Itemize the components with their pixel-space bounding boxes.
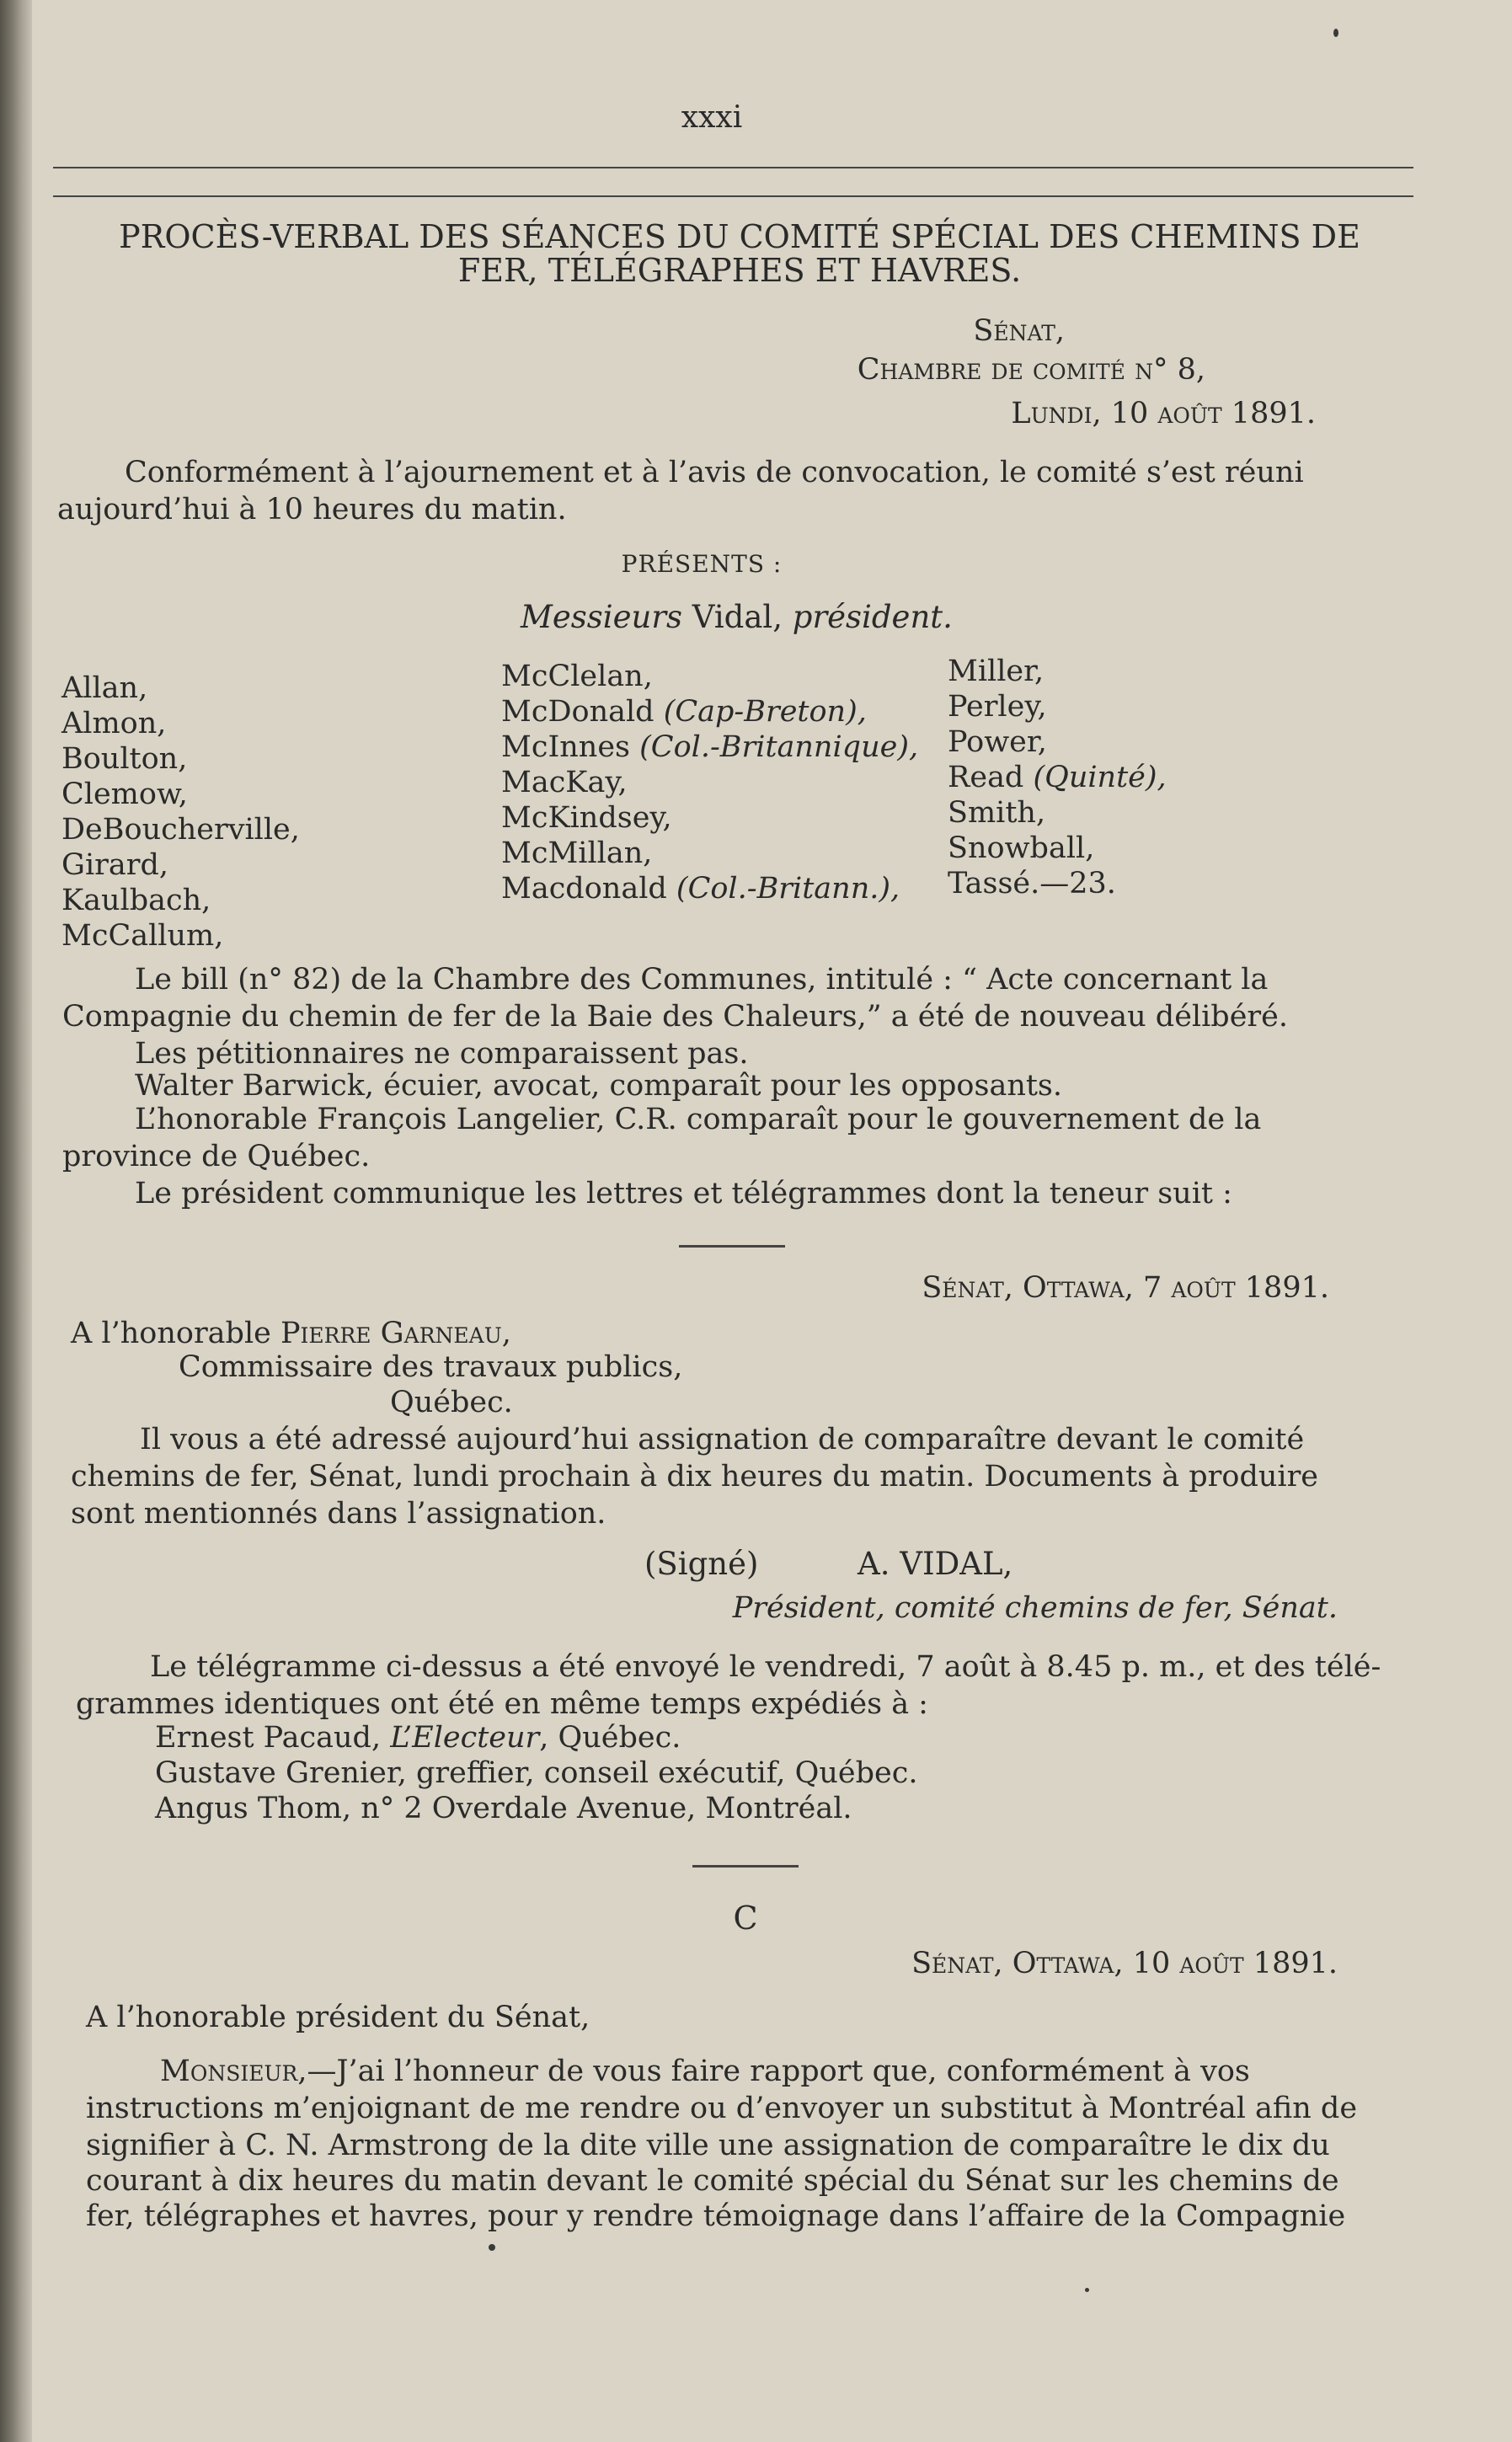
member-name: McDonald (Cap-Breton), (501, 695, 867, 729)
dateline-senat-label: Sénat, (973, 314, 1065, 348)
telegram-recipient-title: Commissaire des travaux publics, (179, 1350, 683, 1384)
member-name: Miller, (948, 655, 1045, 688)
telegram-body-line-3: sont mentionnés dans l’assignation. (71, 1497, 606, 1531)
letter-dateline: Sénat, Ottawa, 10 août 1891. (911, 1947, 1338, 1980)
member-name: Clemow, (61, 777, 188, 811)
letter-line-3: signifier à C. N. Armstrong de la dite ville une assignation de comparaître le dix du (86, 2129, 1330, 2162)
member-name: Allan, (61, 671, 148, 705)
document-page (32, 0, 1512, 2442)
presents-label: PRÉSENTS : (621, 550, 783, 578)
member-name: Tassé.—23. (948, 867, 1116, 900)
letter-line-1: Monsieur,—J’ai l’honneur de vous faire rapport que, conformément à vos (160, 2055, 1250, 2088)
chair-line (521, 601, 953, 633)
telegram-body-line-2: chemins de fer, Sénat, lundi prochain à dix heures du matin. Documents à produire (71, 1460, 1319, 1494)
note-recipient-1: Ernest Pacaud, L’Electeur, Québec. (155, 1721, 681, 1755)
heading-line-1: PROCÈS-VERBAL DES SÉANCES DU COMITÉ SPÉCIAL DES CHEMINS DE (119, 218, 1360, 255)
member-name: Almon, (61, 707, 167, 740)
proceedings-p3: Walter Barwick, écuier, avocat, comparaît pour les opposants. (135, 1069, 1063, 1103)
letter-salutation: Monsieur, (160, 2055, 307, 2088)
member-name: MacKay, (501, 766, 628, 799)
member-name: Perley, (948, 690, 1047, 724)
ink-speck (1333, 29, 1338, 37)
proceedings-p1-line-2: Compagnie du chemin de fer de la Baie des Chaleurs,” a été de nouveau délibéré. (62, 1000, 1288, 1034)
letter-line-5: fer, télégraphes et havres, pour y rendre témoignage dans l’affaire de la Compagnie (86, 2199, 1346, 2233)
member-name: DeBoucherville, (61, 813, 300, 847)
telegram-signed: (Signé) (644, 1546, 759, 1582)
proceedings-p4-line-2: province de Québec. (62, 1140, 371, 1173)
member-name: Macdonald (Col.-Britann.), (501, 872, 900, 906)
proceedings-p5: Le président communique les lettres et télégrammes dont la teneur suit : (135, 1177, 1232, 1210)
ink-speck (489, 2244, 495, 2251)
letter-line-4: courant à dix heures du matin devant le comité spécial du Sénat sur les chemins de (86, 2164, 1339, 2198)
member-name: McInnes (Col.-Britannique), (501, 730, 919, 764)
dateline-chambre: Chambre de comité n° 8, (857, 353, 1205, 387)
dateline-date: Lundi, 10 août 1891. (1011, 397, 1316, 430)
proceedings-p4-line-1: L’honorable François Langelier, C.R. comparaît pour le gouvernement de la (135, 1103, 1262, 1136)
chair-role: président. (792, 599, 953, 635)
intro-line-2: aujourd’hui à 10 heures du matin. (57, 493, 567, 526)
note-line-1: Le télégramme ci-dessus a été envoyé le vendredi, 7 août à 8.45 p. m., et des télé- (150, 1650, 1381, 1684)
member-name: Snowball, (948, 831, 1095, 865)
telegram-body-line-1: Il vous a été adressé aujourd’hui assignation de comparaître devant le comité (140, 1423, 1305, 1456)
member-name: McClelan, (501, 660, 653, 693)
section-rule (679, 1245, 785, 1248)
member-name: McMillan, (501, 836, 653, 870)
recipient-name: Pierre Garneau, (280, 1317, 511, 1350)
note-recipient-3: Angus Thom, n° 2 Overdale Avenue, Montréal. (155, 1792, 852, 1825)
member-name: Read (Quinté), (948, 761, 1167, 794)
member-name: Smith, (948, 796, 1046, 830)
page-number: xxxi (681, 100, 743, 135)
telegram-dateline: Sénat, Ottawa, 7 août 1891. (922, 1271, 1329, 1305)
member-name: Boulton, (61, 742, 188, 776)
chair-name: Vidal, (692, 599, 783, 635)
chair-messieurs: Messieurs (521, 599, 682, 635)
header-rule-bottom (53, 195, 1413, 197)
letter-address: A l’honorable président du Sénat, (86, 2001, 590, 2034)
section-rule (692, 1865, 799, 1868)
telegram-recipient-city: Québec. (390, 1386, 513, 1419)
note-line-2: grammes identiques ont été en même temps expédiés à : (76, 1687, 928, 1721)
ink-speck (1085, 2288, 1089, 2292)
heading-line-2: FER, TÉLÉGRAPHES ET HAVRES. (457, 252, 1022, 289)
note-recipient-2: Gustave Grenier, greffier, conseil exécutif, Québec. (155, 1756, 918, 1790)
member-name: McKindsey, (501, 801, 672, 835)
intro-line-1: Conformément à l’ajournement et à l’avis de convocation, le comité s’est réuni (125, 456, 1304, 489)
proceedings-p1-line-1: Le bill (n° 82) de la Chambre des Communes, intitulé : “ Acte concernant la (135, 963, 1269, 997)
telegram-recipient: A l’honorable Pierre Garneau, (71, 1317, 511, 1350)
letter-line-2: instructions m’enjoignant de me rendre ou d’envoyer un substitut à Montréal afin de (86, 2092, 1358, 2125)
member-name: Kaulbach, (61, 884, 211, 917)
member-name: Girard, (61, 848, 169, 882)
book-binding-edge (0, 0, 32, 2442)
header-rule-top (53, 167, 1413, 168)
member-name: Power, (948, 725, 1047, 759)
proceedings-p2: Les pétitionnaires ne comparaissent pas. (135, 1037, 749, 1071)
telegram-signer: A. VIDAL, (858, 1546, 1013, 1582)
letter-section-letter: C (733, 1900, 758, 1937)
member-name: McCallum, (61, 919, 224, 953)
telegram-signer-title: Président, comité chemins de fer, Sénat. (732, 1591, 1338, 1625)
